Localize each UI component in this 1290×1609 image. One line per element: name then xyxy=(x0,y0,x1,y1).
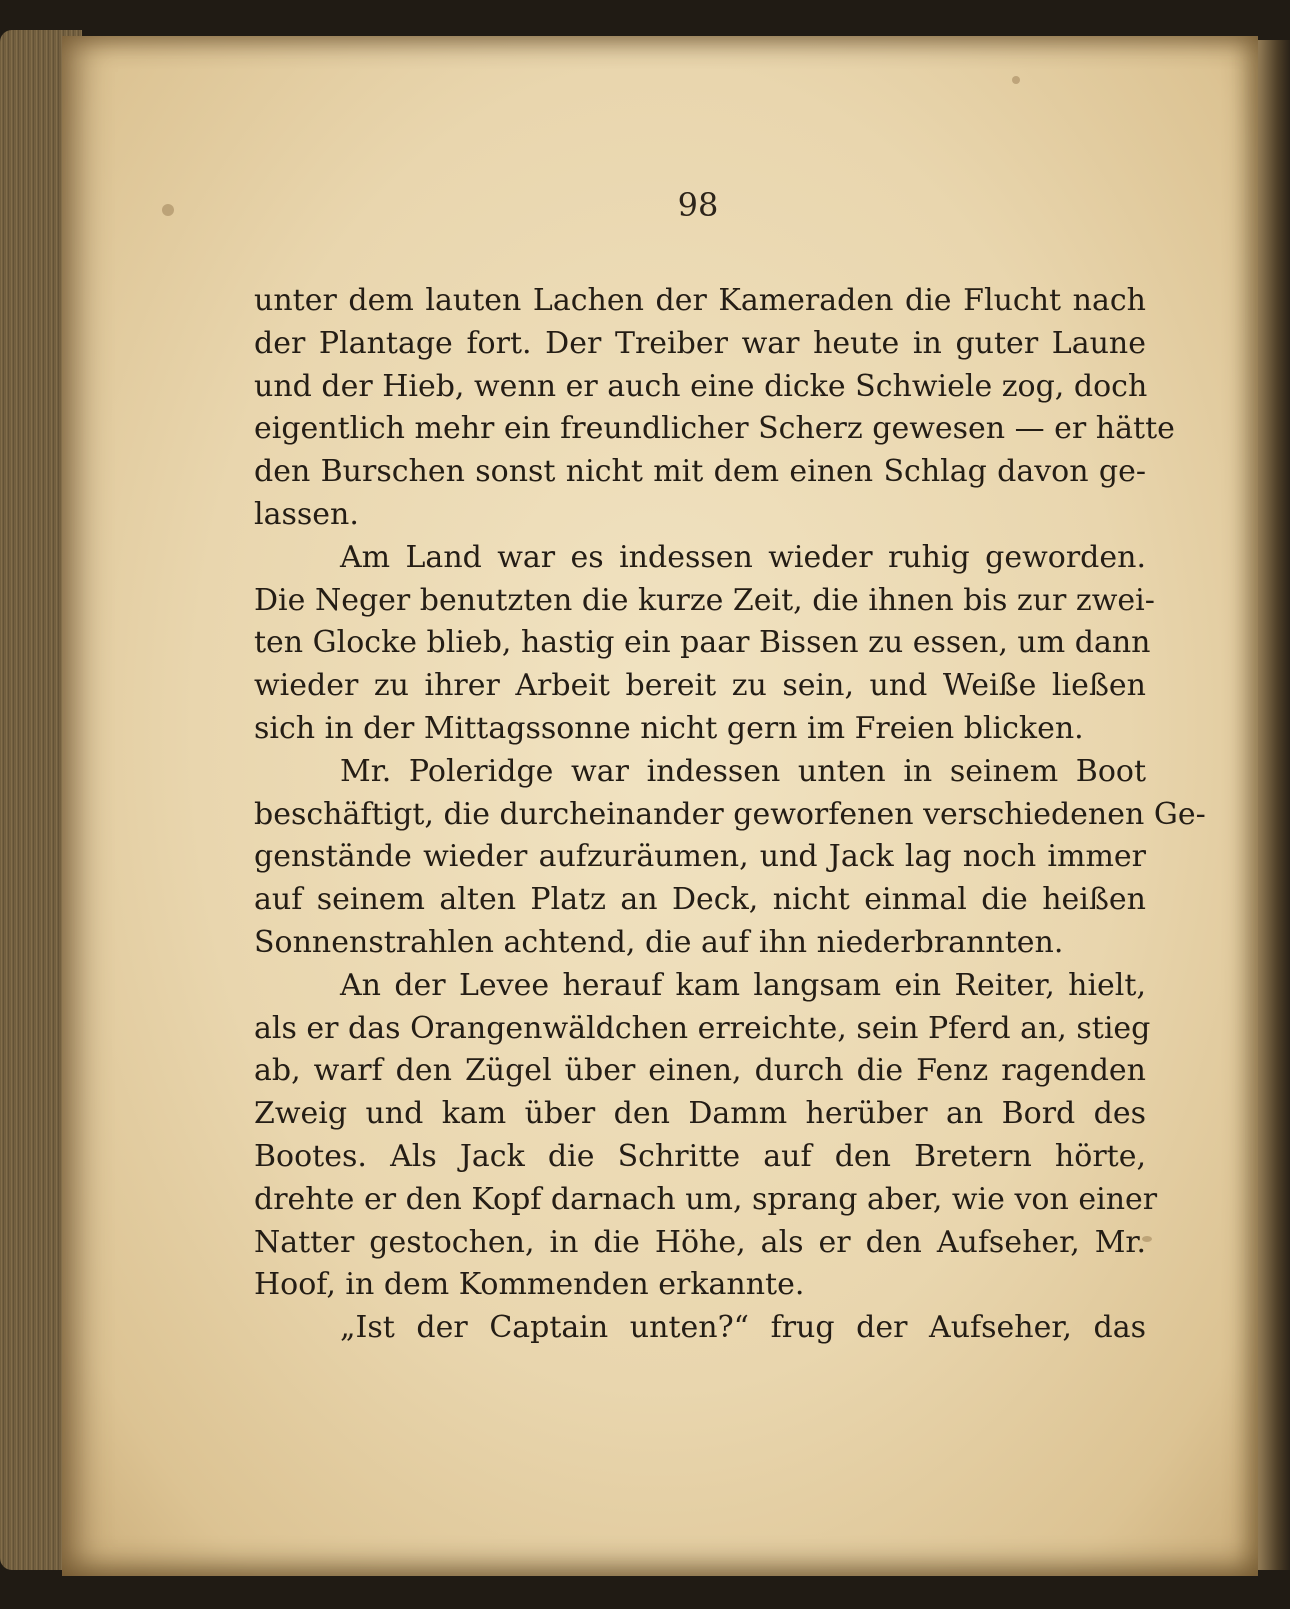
text-line: lassen. xyxy=(254,496,359,532)
text-line: ten Glocke blieb, hastig ein paar Bissen zu essen, um dann xyxy=(254,625,1151,661)
text-line: Die Neger benutzten die kurze Zeit, die ihnen bis zur zwei- xyxy=(254,582,1155,618)
text-line: Natter gestochen, in die Höhe, als er den Aufseher, Mr. xyxy=(254,1224,1146,1260)
text-line: auf seinem alten Platz an Deck, nicht einmal die heißen xyxy=(254,882,1146,918)
text-line: eigentlich mehr ein freundlicher Scherz gewesen — er hätte xyxy=(254,411,1175,447)
text-line: ab, warf den Zügel über einen, durch die Fenz ragenden xyxy=(254,1053,1146,1089)
text-line: „Ist der Captain unten?“ frug der Aufseher, das xyxy=(340,1310,1146,1346)
text-line: An der Levee herauf kam langsam ein Reiter, hielt, xyxy=(340,967,1146,1003)
text-line: Zweig und kam über den Damm herüber an Bord des xyxy=(254,1096,1146,1132)
text-line: wieder zu ihrer Arbeit bereit zu sein, und Weiße ließen xyxy=(254,668,1146,704)
text-line: der Plantage fort. Der Treiber war heute in guter Laune xyxy=(254,325,1146,361)
stain-spot xyxy=(1012,76,1020,84)
text-line: sich in der Mittagssonne nicht gern im Freien blicken. xyxy=(254,710,1084,746)
body-text xyxy=(254,280,1206,1350)
text-line: Mr. Poleridge war indessen unten in seinem Boot xyxy=(340,753,1146,789)
page-number: 98 xyxy=(677,186,719,224)
text-line: genstände wieder aufzuräumen, und Jack lag noch immer xyxy=(254,839,1146,875)
text-line: Am Land war es indessen wieder ruhig geworden. xyxy=(340,539,1146,575)
text-line: als er das Orangenwäldchen erreichte, sein Pferd an, stieg xyxy=(254,1010,1151,1046)
text-line: unter dem lauten Lachen der Kameraden die Flucht nach xyxy=(254,283,1146,318)
text-line: und der Hieb, wenn er auch eine dicke Schwiele zog, doch xyxy=(254,368,1148,404)
text-line: Hoof, in dem Kommenden erkannte. xyxy=(254,1267,805,1303)
text-line: drehte er den Kopf darnach um, sprang aber, wie von einer xyxy=(254,1181,1158,1217)
text-line: beschäftigt, die durcheinander geworfenen verschiedenen Ge- xyxy=(254,796,1206,832)
text-line: Sonnenstrahlen achtend, die auf ihn niederbrannten. xyxy=(254,924,1064,960)
text-line: den Burschen sonst nicht mit dem einen Schlag davon ge- xyxy=(254,454,1146,490)
text-line: Bootes. Als Jack die Schritte auf den Bretern hörte, xyxy=(254,1138,1146,1174)
